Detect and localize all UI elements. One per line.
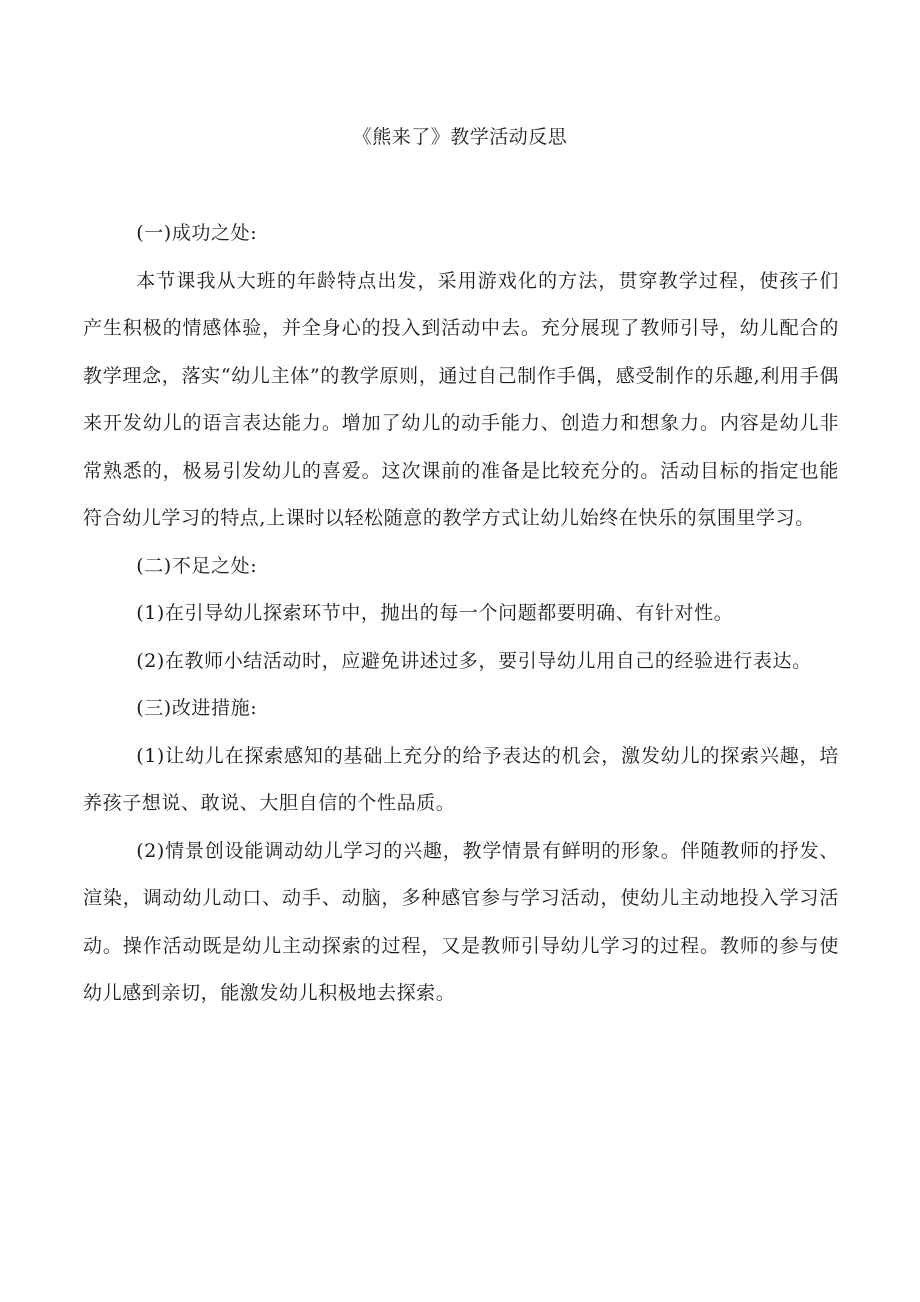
paragraph-success: 本节课我从大班的年龄特点出发，采用游戏化的方法，贯穿教学过程，使孩子们产生积极的情感体验，并全身心的投入到活动中去。充分展现了教师引导，幼儿配合的教学理念，落实“幼儿主体”的教学原则，通过自己制作手偶，感受制作的乐趣,利用手偶来开发幼儿的语言表达能力。增加了幼儿的动手能力、创造力和想象力。内容是幼儿非常熟悉的，极易引发幼儿的喜爱。这次课前的准备是比较充分的。活动目标的指定也能符合幼儿学习的特点,上课时以轻松随意的教学方式让幼儿始终在快乐的氛围里学习。 [83, 269, 839, 529]
paragraph-shortcoming-1: (1)在引导幼儿探索环节中，抛出的每一个问题都要明确、有针对性。 [136, 602, 734, 624]
paragraph-shortcoming-2: (2)在教师小结活动时，应避免讲述过多，要引导幼儿用自己的经验进行表达。 [136, 649, 812, 672]
section-heading-success: (一)成功之处: [136, 222, 258, 244]
paragraph-improvement-2: (2)情景创设能调动幼儿学习的兴趣，教学情景有鲜明的形象。伴随教师的抒发、渲染，调动幼儿动口、动手、动脑，多种感官参与学习活动，使幼儿主动地投入学习活动。操作活动既是幼儿主动探索的过程，又是教师引导幼儿学习的过程。教师的参与使幼儿感到亲切，能激发幼儿积极地去探索。 [83, 839, 839, 1004]
section-heading-shortcomings: (二)不足之处: [136, 554, 258, 577]
section-heading-improvements: (三)改进措施: [136, 697, 258, 719]
document-title: 《熊来了》教学活动反思 [352, 126, 568, 148]
document-body [83, 210, 839, 1018]
paragraph-improvement-1: (1)让幼儿在探索感知的基础上充分的给予表达的机会，激发幼儿的探索兴趣，培养孩子想说、敢说、大胆自信的个性品质。 [83, 744, 839, 814]
